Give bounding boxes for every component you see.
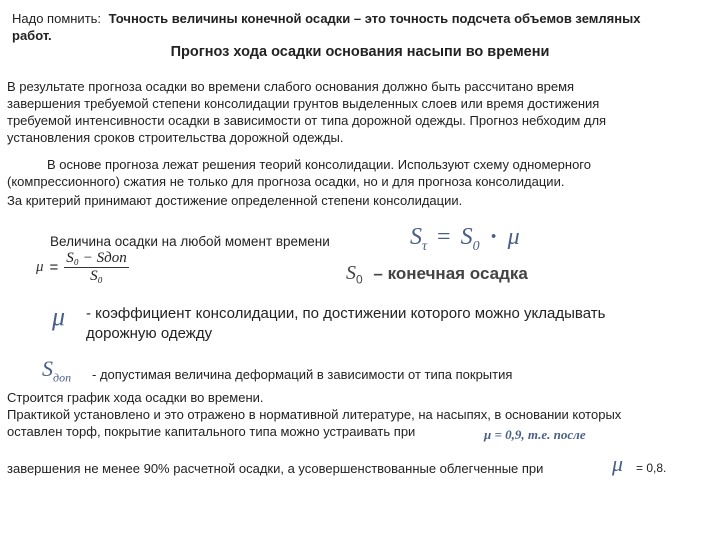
fraction-numerator: S₀ − Sдоп bbox=[66, 250, 127, 266]
formula-main bbox=[410, 224, 520, 255]
text-line: требуемой интенсивности осадки в зависимости от типа дорожной одежды. Прогноз небходим для bbox=[7, 113, 607, 128]
inline-formula: μ = 0,9, т.е. после bbox=[484, 427, 586, 442]
mu-definition bbox=[86, 304, 605, 344]
formula-subscript: τ bbox=[422, 238, 428, 254]
text-line: оставлен торф, покрытие капитального типа можно устраивать при bbox=[7, 424, 416, 439]
formula-subscript: 0 bbox=[356, 272, 363, 287]
text-line: установления сроков строительства дорожной одежды. bbox=[7, 130, 344, 145]
formula-symbol: μ bbox=[36, 259, 44, 275]
paragraph-1 bbox=[7, 78, 717, 146]
formula-symbol: S bbox=[346, 262, 356, 284]
note-line bbox=[12, 10, 712, 27]
formula-operator: · bbox=[489, 224, 498, 250]
formula-symbol: S bbox=[410, 224, 422, 250]
bottom-last-line: завершения не менее 90% расчетной осадки, а усовершенствованные облегченные при bbox=[7, 461, 544, 476]
formula-symbol: S bbox=[460, 224, 473, 250]
page-title: Прогноз хода осадки основания насыпи во времени bbox=[170, 44, 550, 60]
fraction-denominator: S₀ bbox=[90, 268, 103, 284]
text-line: - коэффициент консолидации, по достижении которого можно укладывать bbox=[86, 305, 606, 322]
s0-description bbox=[346, 262, 528, 286]
text-line: Строится график хода осадки во времени. bbox=[7, 390, 264, 405]
bottom-paragraph bbox=[7, 389, 717, 440]
formula-mu bbox=[36, 250, 129, 285]
text-line: (компрессионного) сжатия не только для прогноза осадки, но и для прогноза консолидации. bbox=[7, 174, 565, 189]
end-value: = 0,8. bbox=[636, 461, 667, 475]
formula-symbol: S bbox=[42, 356, 53, 381]
sdop-definition: - допустимая величина деформаций в зависимости от типа покрытия bbox=[92, 367, 513, 382]
sdop-symbol bbox=[42, 356, 71, 385]
formula-subscript: 0 bbox=[472, 238, 480, 254]
formula-subscript: доп bbox=[53, 370, 72, 385]
text-line: завершения требуемой степени консолидации грунтов выделенных слоев или время достижения bbox=[7, 96, 600, 111]
text-line: В основе прогноза лежат решения теорий консолидации. Используют схему одномерного bbox=[47, 157, 591, 172]
formula-operator: = bbox=[437, 224, 451, 250]
note-text-cont: работ. bbox=[12, 28, 52, 43]
note-text: Точность величины конечной осадки – это точность подсчета объемов земляных bbox=[108, 11, 641, 26]
formula-fraction bbox=[64, 250, 128, 285]
settlement-label: Величина осадки на любой момент времени bbox=[50, 234, 330, 249]
paragraph-2 bbox=[7, 156, 717, 190]
mu-symbol: μ bbox=[52, 302, 66, 331]
note-label: Надо помнить: bbox=[12, 11, 102, 26]
text-line: Практикой установлено и это отражено в нормативной литературе, на насыпях, в основании которых bbox=[7, 407, 622, 422]
mu-symbol-bottom: μ bbox=[612, 451, 624, 476]
formula-symbol: μ bbox=[507, 224, 520, 250]
s0-text: – конечная осадка bbox=[373, 264, 528, 283]
paragraph-3: За критерий принимают достижение определенной степени консолидации. bbox=[7, 193, 463, 208]
text-line: дорожную одежду bbox=[86, 325, 213, 342]
formula-operator: = bbox=[49, 259, 59, 276]
text-line: В результате прогноза осадки во времени слабого основания должно быть рассчитано время bbox=[7, 79, 575, 94]
